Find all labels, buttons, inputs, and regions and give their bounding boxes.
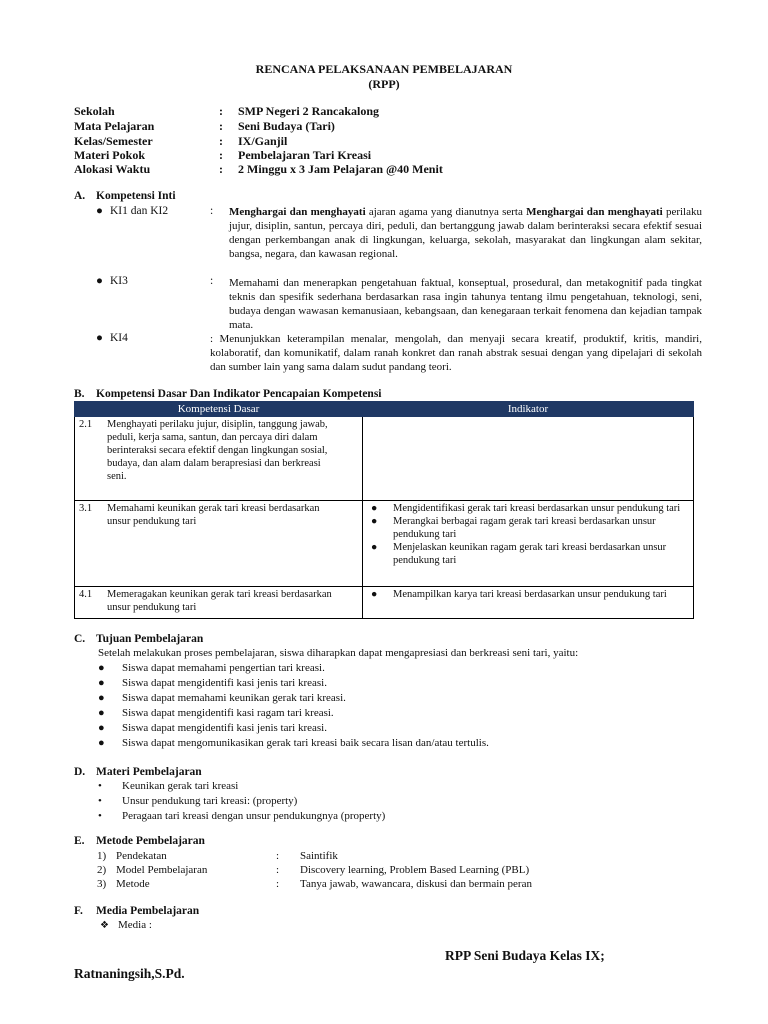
identity-row-materi: Materi Pokok : Pembelajaran Tari Kreasi bbox=[74, 148, 372, 162]
table-row bbox=[75, 587, 694, 619]
ki3-colon: : bbox=[210, 275, 214, 287]
indicator-item: ● Menjelaskan keunikan ragam gerak tari kreasi berdasarkan unsur pendukung tari bbox=[371, 542, 667, 566]
section-a-heading: A. Kompetensi Inti bbox=[74, 190, 176, 202]
media-item: ❖ Media : bbox=[100, 919, 152, 931]
list-item: • Keunikan gerak tari kreasi bbox=[98, 780, 239, 792]
list-item: ● Siswa dapat mengidentifi kasi ragam tari kreasi. bbox=[98, 707, 334, 719]
indikator-cell bbox=[363, 417, 694, 501]
metode-value-3: Tanya jawab, wawancara, diskusi dan bermain peran bbox=[300, 878, 532, 890]
identity-row-sekolah: Sekolah : SMP Negeri 2 Rancakalong bbox=[74, 104, 379, 118]
kd-cell: 2.1 Menghayati perilaku jujur, disiplin, tanggung jawab, peduli, kerja sama, santun, dan percaya diri dalam berinteraksi secara efektif dengan lingkungan sosial, budaya, dan alam dalam berapresiasi dan berkreasi seni. bbox=[75, 417, 363, 501]
identity-row-alokasi: Alokasi Waktu : 2 Minggu x 3 Jam Pelajaran @40 Menit bbox=[74, 162, 443, 176]
metode-label-1: Pendekatan bbox=[116, 850, 167, 862]
indicator-item: ● Mengidentifikasi gerak tari kreasi berdasarkan unsur pendukung tari bbox=[371, 503, 681, 514]
metode-label-3: Metode bbox=[116, 878, 150, 890]
indikator-cell bbox=[363, 587, 694, 619]
tujuan-intro: Setelah melakukan proses pembelajaran, siswa diharapkan dapat mengapresiasi dan berkreasi seni tari, yaitu: bbox=[98, 647, 579, 659]
list-item: • Unsur pendukung tari kreasi: (property) bbox=[98, 795, 298, 807]
list-item: ● Siswa dapat memahami pengertian tari kreasi. bbox=[98, 662, 325, 674]
materi-list bbox=[98, 779, 385, 824]
metode-no-1: 1) bbox=[97, 850, 107, 862]
document-subtitle: (RPP) bbox=[368, 77, 400, 91]
table-row bbox=[75, 417, 694, 501]
metode-colon-3: : bbox=[276, 878, 280, 890]
metode-colon-1: : bbox=[276, 850, 280, 862]
section-c-heading: C. Tujuan Pembelajaran bbox=[74, 633, 204, 645]
ki12-text: Menghargai dan menghayati ajaran agama yang dianutnya serta Menghargai dan menghayati perilaku jujur, disiplin, santun, percaya diri, peduli, dan bertanggung jawab dalam berinteraksi secara efektif sesuai dengan perkembangan anak di lingkungan, keluarga, sekolah, masyarakat dan lingkungan alam sekitar, bangsa, negara, dan kawasan regional. bbox=[229, 206, 703, 260]
section-b-heading: B. Kompetensi Dasar Dan Indikator Pencapaian Kompetensi bbox=[74, 388, 382, 400]
diamond-bullet-icon: ❖ bbox=[100, 920, 109, 931]
indikator-cell bbox=[363, 501, 694, 587]
kd-indikator-table bbox=[74, 401, 694, 619]
metode-no-2: 2) bbox=[97, 864, 107, 876]
metode-no-3: 3) bbox=[97, 878, 107, 890]
ki4-label: ● KI4 bbox=[96, 332, 128, 344]
metode-label-2: Model Pembelajaran bbox=[116, 864, 208, 876]
table-header-kd: Kompetensi Dasar bbox=[75, 402, 363, 417]
identity-row-kelas: Kelas/Semester : IX/Ganjil bbox=[74, 134, 288, 148]
list-item: ● Siswa dapat mengidentifi kasi jenis tari kreasi. bbox=[98, 677, 327, 689]
metode-value-2: Discovery learning, Problem Based Learning (PBL) bbox=[300, 864, 530, 876]
kd-cell: 4.1 Memeragakan keunikan gerak tari kreasi berdasarkan unsur pendukung tari bbox=[75, 587, 363, 619]
list-item: ● Siswa dapat memahami keunikan gerak tari kreasi. bbox=[98, 692, 346, 704]
footer-author: Ratnaningsih,S.Pd. bbox=[74, 966, 185, 981]
tujuan-list bbox=[98, 661, 489, 751]
indicator-item: ● Menampilkan karya tari kreasi berdasarkan unsur pendukung tari bbox=[371, 589, 667, 600]
list-item: ● Siswa dapat mengidentifi kasi jenis tari kreasi. bbox=[98, 722, 327, 734]
metode-value-1: Saintifik bbox=[300, 850, 338, 862]
ki12-colon: : bbox=[210, 205, 214, 217]
ki3-text: Memahami dan menerapkan pengetahuan faktual, konseptual, prosedural, dan metakognitif pada tingkat teknis dan spesifik sederhana berdasarkan rasa ingin tahunya tentang ilmu pengetahuan, teknologi, seni, budaya dengan wawasan kemanusiaan, kebangsaan, dan kenegaraan terkait fenomena dan kejadian tampak mata. bbox=[229, 277, 702, 331]
list-item: ● Siswa dapat mengomunikasikan gerak tari kreasi baik secara lisan dan/atau tertulis. bbox=[98, 737, 489, 749]
document-title: RENCANA PELAKSANAAN PEMBELAJARAN bbox=[255, 62, 513, 76]
section-f-heading: F. Media Pembelajaran bbox=[74, 905, 200, 917]
section-d-heading: D. Materi Pembelajaran bbox=[74, 766, 202, 778]
kd-cell: 3.1 Memahami keunikan gerak tari kreasi berdasarkan unsur pendukung tari bbox=[75, 501, 363, 587]
list-item: • Peragaan tari kreasi dengan unsur pendukungnya (property) bbox=[98, 810, 386, 822]
identity-row-mapel: Mata Pelajaran : Seni Budaya (Tari) bbox=[74, 119, 335, 133]
ki12-label: ● KI1 dan KI2 bbox=[96, 205, 169, 217]
table-row bbox=[75, 501, 694, 587]
footer-rpp-label: RPP Seni Budaya Kelas IX; bbox=[445, 948, 605, 963]
section-e-heading: E. Metode Pembelajaran bbox=[74, 835, 205, 847]
ki3-label: ● KI3 bbox=[96, 275, 128, 287]
table-header-indikator: Indikator bbox=[363, 402, 694, 417]
metode-colon-2: : bbox=[276, 864, 280, 876]
indicator-item: ● Merangkai berbagai ragam gerak tari kreasi berdasarkan unsur pendukung tari bbox=[371, 516, 656, 540]
ki4-text: : Menunjukkan keterampilan menalar, mengolah, dan menyaji secara kreatif, produktif, kritis, mandiri, kolaboratif, dan komunikatif, dalam ranah konkret dan ranah abstrak sesuai dengan yang dipelajari di sekolah dan sumber lain yang sama dalam sudut pandang teori. bbox=[210, 333, 702, 373]
